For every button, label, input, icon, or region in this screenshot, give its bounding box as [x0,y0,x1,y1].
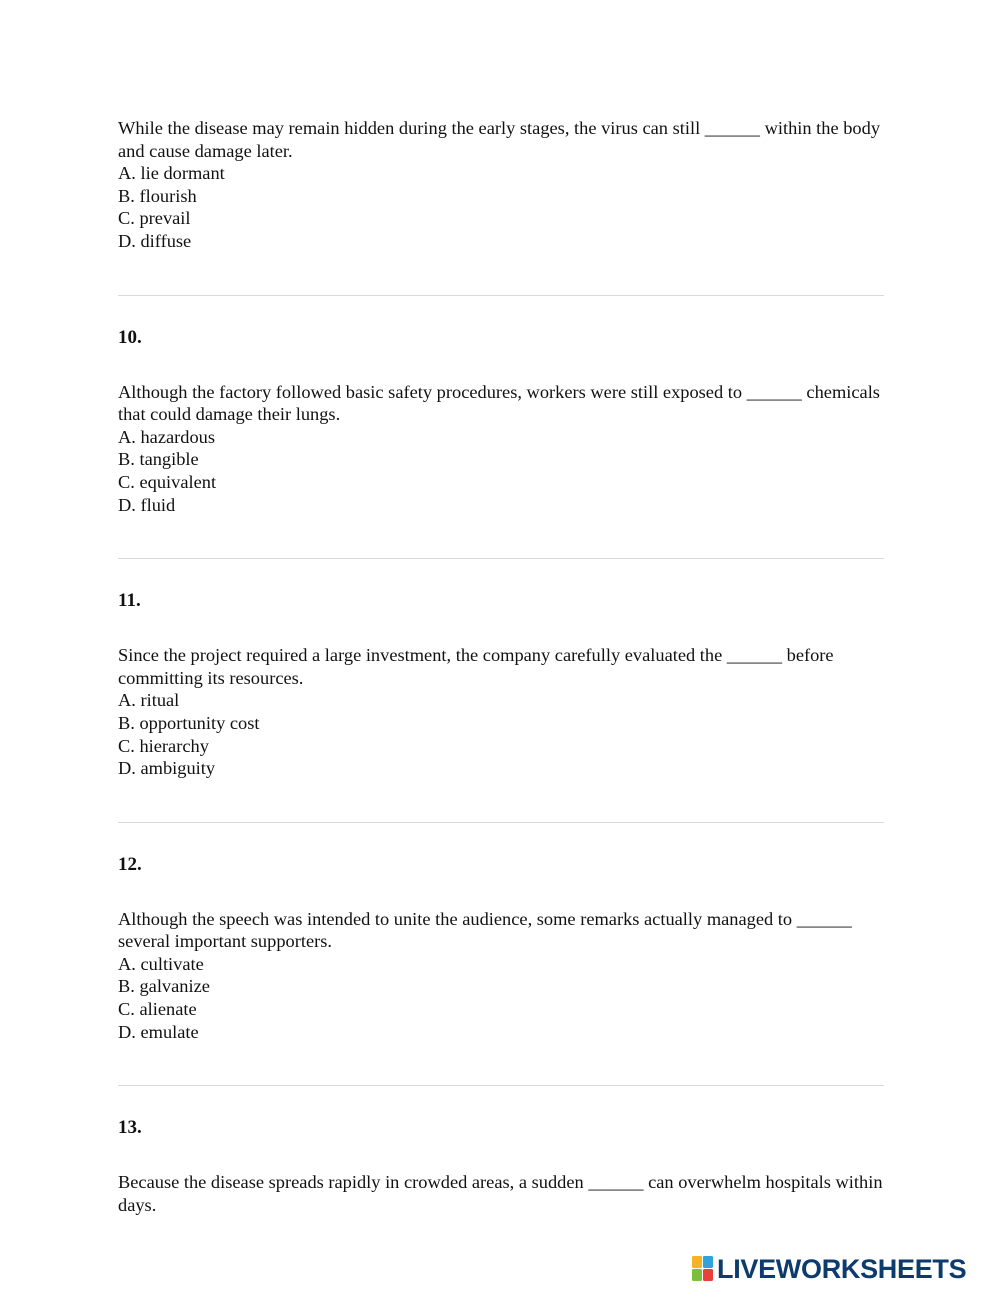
option-d[interactable]: D. diffuse [118,230,192,251]
option-b[interactable]: B. galvanize [118,976,210,997]
option-d[interactable]: D. ambiguity [118,758,216,779]
question-12 [118,853,884,1044]
question-stem: Although the speech was intended to unite the audience, some remarks actually managed to ______ several important supporters. [118,908,852,952]
divider [118,295,884,296]
question-number: 11. [118,590,141,612]
option-b[interactable]: B. flourish [118,185,197,206]
option-d[interactable]: D. fluid [118,494,176,515]
divider [118,822,884,823]
liveworksheets-logo-icon [692,1256,714,1282]
divider [118,1085,884,1086]
option-c[interactable]: C. alienate [118,999,197,1020]
logo-text: LIVEWORKSHEETS [717,1254,967,1284]
option-b[interactable]: B. opportunity cost [118,712,260,733]
option-a[interactable]: A. ritual [118,690,180,711]
question-stem: Since the project required a large investment, the company carefully evaluated the ______ before committing its resources. [118,645,834,688]
option-b[interactable]: B. tangible [118,449,199,470]
worksheet-page [118,117,884,1216]
options-list [118,953,884,1043]
options-list [118,689,884,779]
question-11 [118,589,884,780]
question-stem: While the disease may remain hidden during the early stages, the virus can still ______ within the body and cause damage later. [118,118,881,161]
question-number: 12. [118,853,142,875]
question-13 [118,1116,884,1216]
option-c[interactable]: C. equivalent [118,471,217,492]
question-9 [118,117,884,253]
question-10 [118,326,884,517]
liveworksheets-logo [692,1254,966,1284]
option-a[interactable]: A. lie dormant [118,163,225,184]
question-number: 13. [118,1117,142,1139]
option-c[interactable]: C. prevail [118,208,191,229]
divider [118,558,884,559]
question-stem: Because the disease spreads rapidly in crowded areas, a sudden ______ can overwhelm hospitals within days. [118,1172,883,1215]
question-stem: Although the factory followed basic safety procedures, workers were still exposed to ______ chemicals that could damage their lungs. [118,381,880,425]
question-number: 10. [118,326,142,348]
options-list [118,426,884,516]
option-a[interactable]: A. cultivate [118,953,204,974]
option-a[interactable]: A. hazardous [118,426,216,447]
option-d[interactable]: D. emulate [118,1021,199,1042]
options-list [118,162,884,252]
option-c[interactable]: C. hierarchy [118,735,209,756]
